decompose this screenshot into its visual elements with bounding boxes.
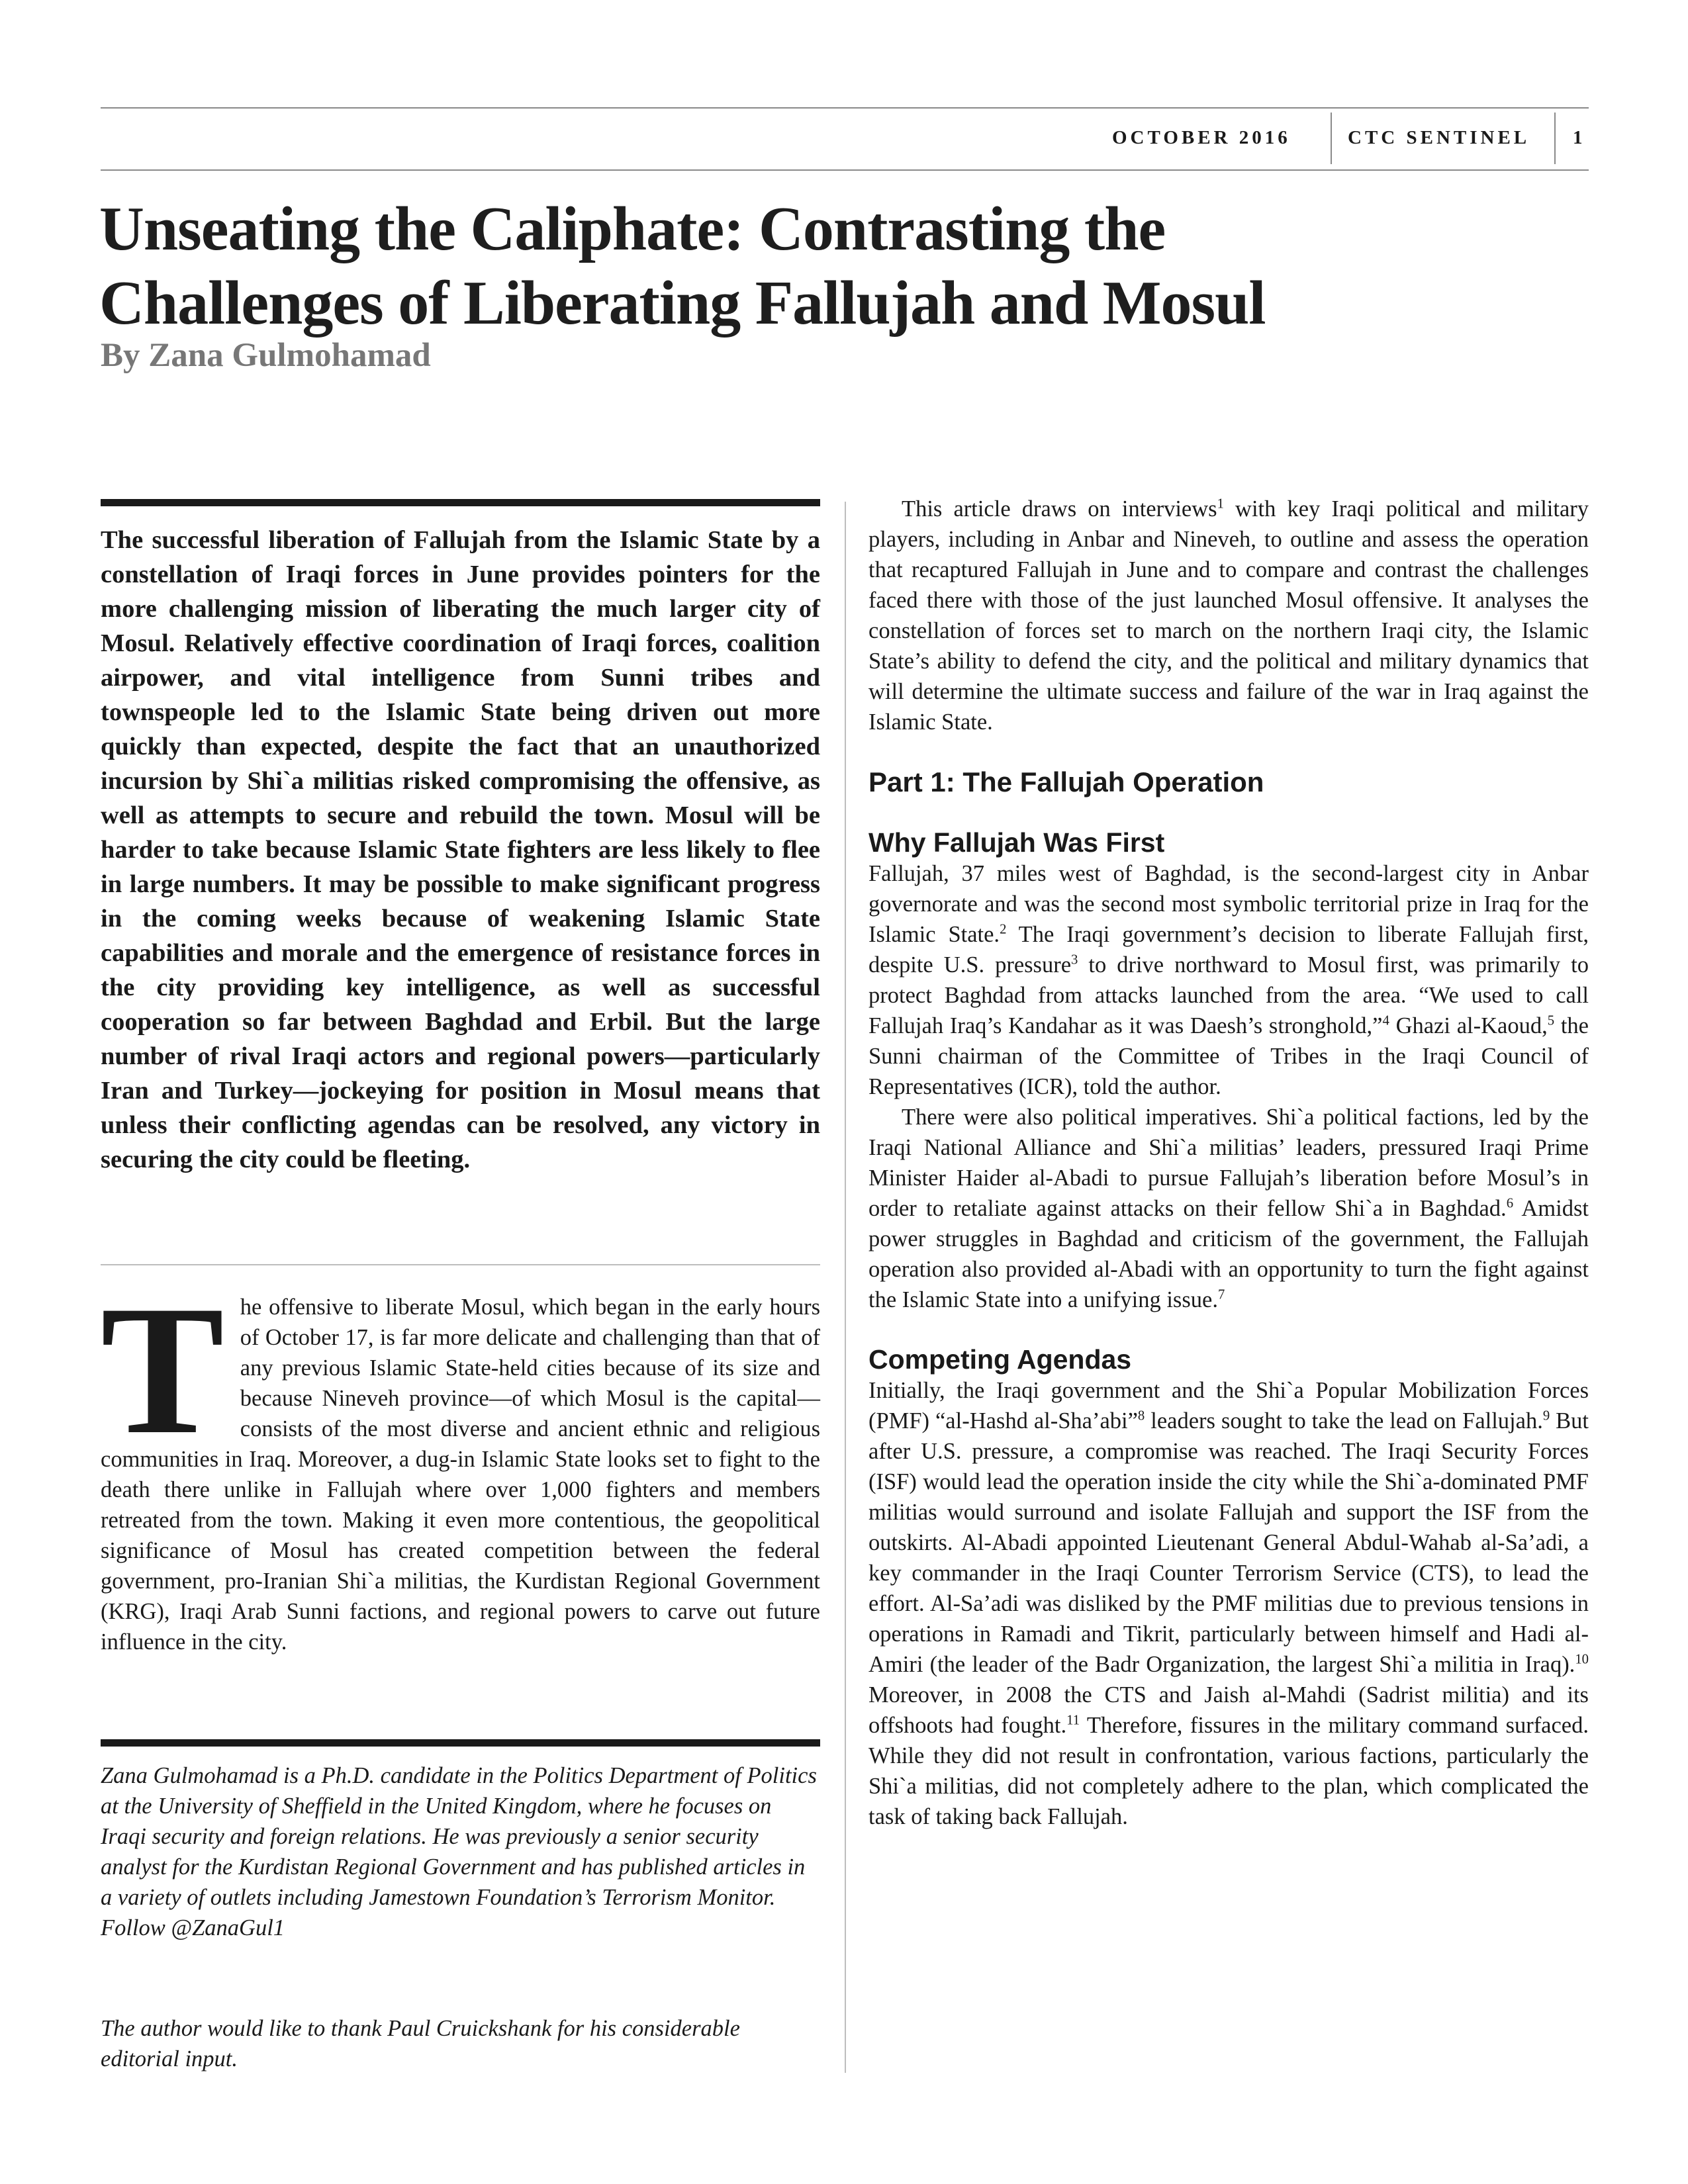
body-paragraph: There were also political imperatives. Shi`a political factions, led by the Iraqi National Alliance and Shi`a militias’ leaders, pressured Iraqi Prime Minister Haider al-Abadi to pursue Fallujah’s liberation before Mosul’s in order to retaliate against attacks on their fellow Shi`a in Baghdad.$^6$ Amidst power struggles in Baghdad and criticism of the government, the Fallujah operation also provided al-Abadi with an opportunity to turn the fight against the Islamic State into a unifying issue.$^7$ [868,1105,1589,1312]
body-paragraph: Initially, the Iraqi government and the Shi`a Popular Mobilization Forces (PMF) “al-Hashd al-Sha’abi”$^8$ leaders sought to take the lead on Fallujah.$^9$ But after U.S. pressure, a compromise was reached. The Iraqi Security Forces (ISF) would lead the operation inside the city while the Shi`a-dominated PMF militias would surround and isolate Fallujah and support the ISF from the outskirts. Al-Abadi appointed Lieutenant General Abdul-Wahab al-Sa’adi, a key commander in the Iraqi Counter Terrorism Service (CTS), to lead the effort. Al-Sa’adi was disliked by the PMF militias due to previous tensions in operations in Ramadi and Tikrit, particularly between himself and Hadi al-Amiri (the leader of the Badr Organization, the largest Shi`a militia in Iraq).$^{10}$ Moreover, in 2008 the CTS and Jaish al-Mahdi (Sadrist militia) and its offshoots had fought.$^{11}$ Therefore, fissures in the military command surfaced. While they did not result in confrontation, various factions, particularly the Shi`a militias, did not completely adhere to the plan, which complicated the task of taking back Fallujah. [868,1378,1589,1829]
header-page-number: 1 [1573,127,1586,148]
header-separator [1331,113,1332,164]
byline: By Zana Gulmohamad [101,337,431,374]
subheading-competing-agendas: Competing Agendas [868,1344,1132,1375]
footnote-ref[interactable]: 5 [1547,1013,1555,1028]
title-line-2: Challenges of Liberating Fallujah and Mosul [99,269,1266,338]
header-date: OCTOBER 2016 [1112,127,1291,148]
header-rule-bottom [101,169,1589,171]
section-heading-part1: Part 1: The Fallujah Operation [868,766,1264,797]
footnote-ref[interactable]: 2 [1000,922,1007,937]
right-column [868,494,1589,1832]
footnote-ref[interactable]: 4 [1382,1013,1389,1028]
header-separator [1554,113,1556,164]
footnote-ref[interactable]: 11 [1066,1713,1080,1728]
footnote-ref[interactable]: 3 [1071,952,1078,968]
column-divider [845,502,846,2073]
body-paragraph: Fallujah, 37 miles west of Baghdad, is the second-largest city in Anbar governorate and was the second most symbolic territorial prize in Iraq for the Islamic State.$^2$ The Iraqi government’s decision to liberate Fallujah first, despite U.S. pressure$^3$ to drive northward to Mosul first, was primarily to protect Baghdad from attacks launched from the area. “We used to call Fallujah Iraq’s Kandahar as it was Daesh’s stronghold,”$^4$ Ghazi al-Kaoud,$^5$ the Sunni chairman of the Committee of Tribes in the Iraqi Council of Representatives (ICR), told the author. [868,861,1589,1099]
abstract-top-rule [101,499,820,506]
footnote-ref[interactable]: 8 [1137,1408,1145,1424]
drop-cap: T [101,1267,224,1473]
header-publication: CTC SENTINEL [1348,127,1530,148]
footnote-ref[interactable]: 6 [1506,1196,1514,1211]
footnote-ref[interactable]: 1 [1217,496,1224,512]
footnote-ref[interactable]: 7 [1217,1287,1225,1302]
body-paragraph: This article draws on interviews$^1$ with key Iraqi political and military players, including in Anbar and Nineveh, to outline and assess the operation that recaptured Fallujah in June and to compare and contrast the challenges faced there with those of the just launched Mosul offensive. It analyses the constellation of forces set to march on the northern Iraqi city, the Islamic State’s ability to defend the city, and the political and military dynamics that will determine the ultimate success and failure of the war in Iraq against the Islamic State. [868,496,1589,735]
intro-text: he offensive to liberate Mosul, which began in the early hours of October 17, is far more delicate and challenging than that of any previous Islamic State-held cities because of its size and because Nineveh province—of which Mosul is the capital—consists of the most diverse and ancient ethnic and religious communities in Iraq. Moreover, a dug-in Islamic State looks set to fight to the death there unlike in Fallujah where over 1,000 fighters and members retreated from the town. Making it even more contentious, the geopolitical significance of Mosul has created competition between the federal government, pro-Iranian Shi`a militias, the Kurdistan Regional Government (KRG), Iraqi Arab Sunni factions, and regional powers to carve out future influence in the city. [101,1295,820,1655]
bio-top-rule [101,1739,820,1747]
footnote-ref[interactable]: 9 [1542,1408,1550,1424]
abstract: The successful liberation of Fallujah from the Islamic State by a constellation of Iraqi forces in June provides pointers for the more challenging mission of liberating the much larger city of Mosul. Relatively effective coordination of Iraqi forces, coalition airpower, and vital intelligence from Sunni tribes and townspeople led to the Islamic State being driven out more quickly than expected, despite the fact that an unauthorized incursion by Shi`a militias risked compromising the offensive, as well as attempts to secure and rebuild the town. Mosul will be harder to take because Islamic State fighters are less likely to flee in large numbers. It may be possible to make significant progress in the coming weeks because of weakening Islamic State capabilities and morale and the emergence of resistance forces in the city providing key intelligence, as well as successful cooperation so far between Baghdad and Erbil. But the large number of rival Iraqi actors and regional powers—particularly Iran and Turkey—jockeying for position in Mosul means that unless their conflicting agendas can be resolved, any victory in securing the city could be fleeting. [101,526,820,1173]
footnote-ref[interactable]: 10 [1575,1652,1589,1667]
header-rule-top [101,107,1589,109]
acknowledgment: The author would like to thank Paul Cruickshank for his considerable editorial input. [101,2016,740,2071]
abstract-bottom-rule [101,1264,820,1265]
article-title [99,192,1589,340]
intro-paragraph [101,1267,820,1657]
subheading-why-fallujah: Why Fallujah Was First [868,827,1165,858]
author-bio: Zana Gulmohamad is a Ph.D. candidate in the Politics Department of Politics at the University of Sheffield in the United Kingdom, where he focuses on Iraqi security and foreign relations. He was previously a senior security analyst for the Kurdistan Regional Government and has published articles in a variety of outlets including Jamestown Foundation’s Terrorism Monitor. Follow @ZanaGul1 [101,1763,817,1940]
title-line-1: Unseating the Caliphate: Contrasting the [99,195,1166,263]
